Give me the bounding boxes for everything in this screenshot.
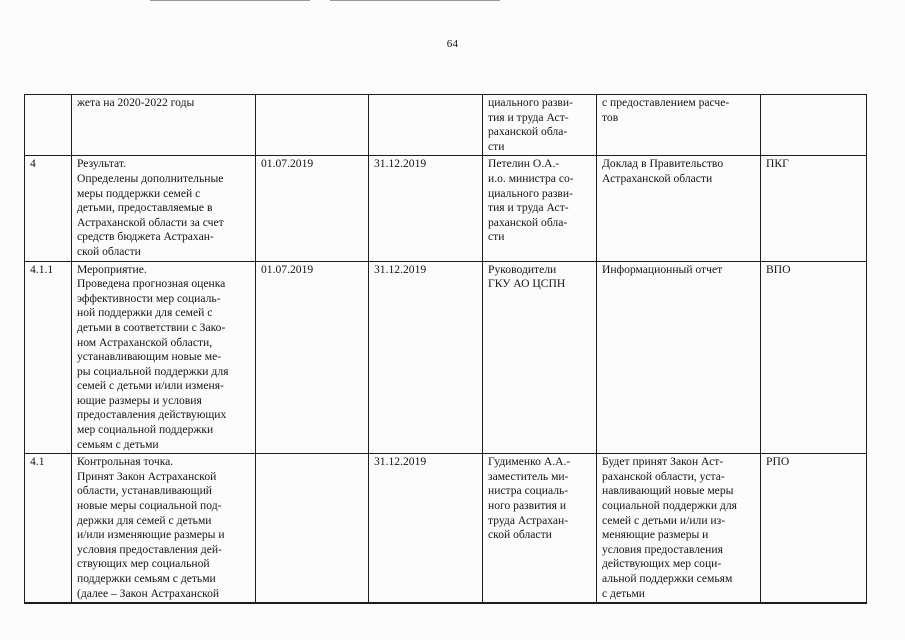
text-line: тов [602, 110, 619, 124]
cell-responsible [483, 261, 597, 454]
cell-event [72, 156, 256, 261]
text-line: сти [488, 139, 505, 153]
text-line: Петелин О.А.- [488, 157, 560, 171]
text-line: циального разви- [488, 186, 573, 200]
text-line: сти [488, 230, 505, 244]
table-row [25, 261, 867, 454]
text-line: Гудименко А.А.- [488, 455, 571, 469]
cell-end-date: 31.12.2019 [369, 156, 483, 261]
cell-number: 4.1 [25, 454, 72, 603]
cell-result [597, 261, 761, 454]
text-line: эффективности мер социаль- [77, 291, 221, 305]
text-line: тия и труда Аст- [488, 110, 569, 124]
text-line: ры социальной поддержки для [77, 364, 229, 378]
cell-end-date [369, 95, 483, 156]
text-line: социальной поддержки для [602, 499, 737, 513]
text-line: новые меры социальной под- [77, 499, 222, 513]
cell-start-date [256, 95, 369, 156]
text-line: раханской обла- [488, 215, 568, 229]
text-line: и/или изменяющие размеры и [77, 528, 225, 542]
table-row [25, 95, 867, 156]
text-line: жета на 2020-2022 годы [77, 96, 195, 109]
text-line: Астраханской области [602, 171, 713, 185]
cell-code [761, 95, 867, 156]
text-line: заместитель ми- [488, 469, 569, 483]
cell-event [72, 454, 256, 603]
text-line: нистра социаль- [488, 484, 569, 498]
text-line: с предоставлением расче- [602, 96, 730, 109]
cell-code: РПО [761, 454, 867, 603]
cell-number: 4 [25, 156, 72, 261]
cell-start-date [256, 454, 369, 603]
text-line: Результат. [77, 157, 126, 171]
text-line: Информационный отчет [602, 262, 723, 276]
text-line: навливающий новые меры [602, 484, 734, 498]
scan-edge-mark [150, 0, 310, 1]
text-line: (далее – Закон Астраханской [77, 586, 220, 600]
cell-event [72, 95, 256, 156]
text-line: с детьми [602, 586, 645, 600]
text-line: Доклад в Правительство [602, 157, 724, 171]
cell-end-date: 31.12.2019 [369, 261, 483, 454]
text-line: раханской обла- [488, 125, 568, 139]
measures-table [24, 94, 867, 604]
text-line: устанавливающим новые ме- [77, 350, 222, 364]
text-line: меры поддержки семей с [77, 186, 201, 200]
text-line: детьми в соответствии с Зако- [77, 320, 226, 334]
text-line: Будет принят Закон Аст- [602, 455, 724, 469]
scan-edge-mark [330, 0, 500, 1]
text-line: Определены дополнительные [77, 171, 224, 185]
cell-number [25, 95, 72, 156]
text-line: меняющие размеры и [602, 528, 709, 542]
text-line: раханской области, уста- [602, 469, 725, 483]
text-line: условия предоставления дей- [77, 542, 222, 556]
text-line: области, устанавливающий [77, 484, 212, 498]
text-line: ной поддержки для семей с [77, 306, 213, 320]
cell-result [597, 454, 761, 603]
text-line: держки для семей с детьми [77, 513, 212, 527]
text-line: условия предоставления [602, 542, 723, 556]
text-line: ствующих мер социальной [77, 557, 210, 571]
text-line: детьми, предоставляемые в [77, 201, 213, 215]
text-line: ГКУ АО ЦСПН [488, 277, 566, 291]
cell-code: ВПО [761, 261, 867, 454]
table-row [25, 454, 867, 603]
text-line: Мероприятие. [77, 262, 147, 276]
page-number: 64 [446, 38, 459, 50]
text-line: предоставления действующих [77, 408, 227, 422]
cell-event [72, 261, 256, 454]
text-line: семьям с детьми [77, 437, 159, 451]
text-line: семей с детьми и/или из- [602, 513, 726, 527]
text-line: семей с детьми и/или изменя- [77, 379, 224, 393]
cell-code: ПКГ [761, 156, 867, 261]
table-row [25, 156, 867, 261]
text-line: тия и труда Аст- [488, 201, 569, 215]
text-line: Руководители [488, 262, 557, 276]
text-line: труда Астрахан- [488, 513, 569, 527]
cell-result [597, 95, 761, 156]
text-line: ской области [488, 528, 552, 542]
cell-end-date: 31.12.2019 [369, 454, 483, 603]
text-line: циального разви- [488, 96, 573, 109]
text-line: Проведена прогнозная оценка [77, 277, 226, 291]
text-line: Принят Закон Астраханской [77, 469, 217, 483]
cell-responsible [483, 95, 597, 156]
cell-start-date: 01.07.2019 [256, 261, 369, 454]
text-line: ного развития и [488, 499, 567, 513]
cell-responsible [483, 156, 597, 261]
cell-start-date: 01.07.2019 [256, 156, 369, 261]
text-line: Контрольная точка. [77, 455, 174, 469]
text-line: средств бюджета Астрахан- [77, 230, 214, 244]
text-line: ющие размеры и условия [77, 393, 202, 407]
cell-responsible [483, 454, 597, 603]
text-line: Астраханской области за счет [77, 215, 224, 229]
cell-result [597, 156, 761, 261]
text-line: и.о. министра со- [488, 171, 574, 185]
text-line: поддержки семьям с детьми [77, 572, 216, 585]
text-line: ской области [77, 244, 141, 258]
cell-number: 4.1.1 [25, 261, 72, 454]
text-line: ном Астраханской области, [77, 335, 213, 349]
text-line: альной поддержки семьям [602, 572, 733, 585]
text-line: действующих мер соци- [602, 557, 722, 571]
text-line: мер социальной поддержки [77, 423, 214, 437]
